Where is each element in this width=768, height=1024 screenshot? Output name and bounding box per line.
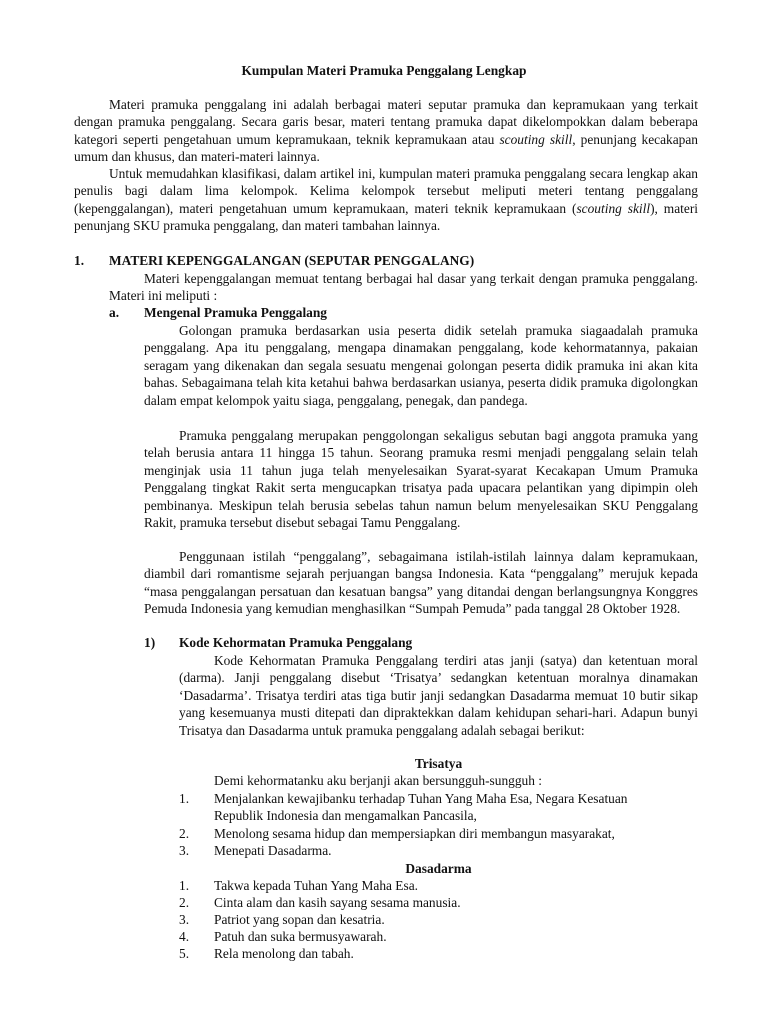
intro-p2-emphasis: scouting skill — [576, 200, 651, 216]
sub-a-paragraph-1: Golongan pramuka berdasarkan usia peserta didik setelah pramuka siagaadalah pramuka penggalang. Apa itu penggalang, mengapa dinamakan penggalang, kode kehormatannya, pakaian seragam yang dikenakan dan segala sesuatu mengenai golongan peserta didik pramuka ini akan kita bahas. Sebagaimana telah kita ketahui bahwa berdasarkan usianya, peserta didik pramuka digolongkan dalam empat kelompok yaitu siaga, penggalang, penegak, dan pandega. — [144, 323, 698, 408]
sub-a-paragraph-3: Penggunaan istilah “penggalang”, sebagaimana istilah-istilah lainnya dalam kepramukaan, diambil dari romantisme sejarah perjuangan bangsa Indonesia. Kata “penggalang” merujuk kepada “masa penggalangan persatuan dan kesatuan bangsa” yang ditandai dengan berlangsungnya Konggres Pemuda Indonesia yang kemudian menghasilkan “Sumpah Pemuda” pada tanggal 28 Oktober 1928. — [144, 549, 698, 617]
trisatya-item-3-number: 3. — [179, 843, 190, 858]
dasadarma-item-2-text: Cinta alam dan kasih sayang sesama manusia. — [214, 895, 461, 910]
section-number: 1. — [74, 253, 85, 268]
intro-paragraph-1 — [74, 96, 698, 166]
dasadarma-item-4-text: Patuh dan suka bermusyawarah. — [214, 929, 387, 944]
subsubsection-number: 1) — [144, 635, 156, 650]
dasadarma-item-1-number: 1. — [179, 878, 190, 893]
subsection-heading: Mengenal Pramuka Penggalang — [144, 305, 328, 320]
trisatya-item-2-text: Menolong sesama hidup dan mempersiapkan diri membangun masyarakat, — [214, 826, 615, 841]
trisatya-item-2-number: 2. — [179, 826, 190, 841]
intro-p2-text-b: ), materi penunjang SKU pramuka penggalang, dan materi tambahan lainnya. — [74, 200, 699, 234]
dasadarma-item-5-text: Rela menolong dan tabah. — [214, 946, 354, 961]
intro-p1-end: , penunjang kecakapan umum dan khusus, dan materi-materi lainnya. — [74, 131, 698, 165]
subsubsection-heading: Kode Kehormatan Pramuka Penggalang — [179, 635, 413, 650]
intro-p1-emphasis: scouting skill — [499, 131, 573, 147]
dasadarma-item-1-text: Takwa kepada Tuhan Yang Maha Esa. — [214, 878, 418, 893]
trisatya-item-1-number: 1. — [179, 791, 190, 806]
intro-p1-text: Materi pramuka penggalang ini adalah berbagai materi seputar pramuka dan kepramukaan yang terkait dengan pramuka penggalang. Secara garis besar, materi tentang pramuka dapat dikelompokkan dalam beberapa kategori seperti pengetahuan umum kepramukaan, teknik kepramukaan atau — [74, 97, 698, 147]
sub-1-paragraph: Kode Kehormatan Pramuka Penggalang terdiri atas janji (satya) dan ketentuan moral (darma). Janji penggalang disebut ‘Trisatya’ sedangkan ketentuan moralnya dinamakan ‘Dasadarma’. Trisatya terdiri atas tiga butir janji sedangkan Dasadarma memuat 10 butir sikap yang kesemuanya musti ditepati dan dipraktekkan dalam kehidupan sehari-hari. Adapun bunyi Trisatya dan Dasadarma untuk pramuka penggalang adalah sebagai berikut: — [179, 653, 698, 738]
intro-paragraph-2 — [74, 165, 698, 235]
dasadarma-item-4-number: 4. — [179, 929, 190, 944]
trisatya-heading: Trisatya — [414, 756, 463, 771]
dasadarma-heading: Dasadarma — [405, 861, 472, 876]
dasadarma-item-3-text: Patriot yang sopan dan kesatria. — [214, 912, 385, 927]
trisatya-opening: Demi kehormatanku aku berjanji akan bersungguh-sungguh : — [214, 773, 542, 788]
document-title: Kumpulan Materi Pramuka Penggalang Lengkap — [241, 63, 527, 78]
trisatya-item-1-line-1: Menjalankan kewajibanku terhadap Tuhan Yang Maha Esa, Negara Kesatuan — [214, 791, 628, 806]
dasadarma-item-2-number: 2. — [179, 895, 190, 910]
subsection-letter: a. — [109, 305, 120, 320]
section-intro: Materi kepenggalangan memuat tentang berbagai hal dasar yang terkait dengan pramuka penggalang. Materi ini meliputi : — [109, 271, 698, 304]
intro-p2-text-a: Untuk memudahkan klasifikasi, dalam artikel ini, kumpulan materi pramuka penggalang secara lengkap akan penulis bagi dalam lima kelompok. Kelima kelompok tersebut meliputi meteri tentang penggalang (kepenggalangan), materi pengetahuan umum kepramukaan, materi teknik kepramukaan ( — [74, 166, 698, 216]
dasadarma-item-5-number: 5. — [179, 946, 190, 961]
sub-a-paragraph-2: Pramuka penggalang merupakan penggolongan sekaligus sebutan bagi anggota pramuka yang telah berusia antara 11 hingga 15 tahun. Seorang pramuka resmi menjadi penggalang selain telah menginjak usia 11 tahun juga telah menyelesaikan Syarat-syarat Kecakapan Umum Pramuka Penggalang tingkat Rakit serta mengucapkan trisatya pada upacara pelantikan yang dipimpin oleh pembinanya. Meskipun telah berusia sebelas tahun namun belum menyelesaikan SKU Penggalang Rakit, pramuka tersebut disebut sebagai Tamu Penggalang. — [144, 428, 698, 531]
dasadarma-item-3-number: 3. — [179, 912, 190, 927]
section-heading: MATERI KEPENGGALANGAN (SEPUTAR PENGGALANG) — [109, 253, 475, 268]
trisatya-item-3-text: Menepati Dasadarma. — [214, 843, 332, 858]
trisatya-item-1-line-2: Republik Indonesia dan mengamalkan Pancasila, — [214, 808, 477, 823]
